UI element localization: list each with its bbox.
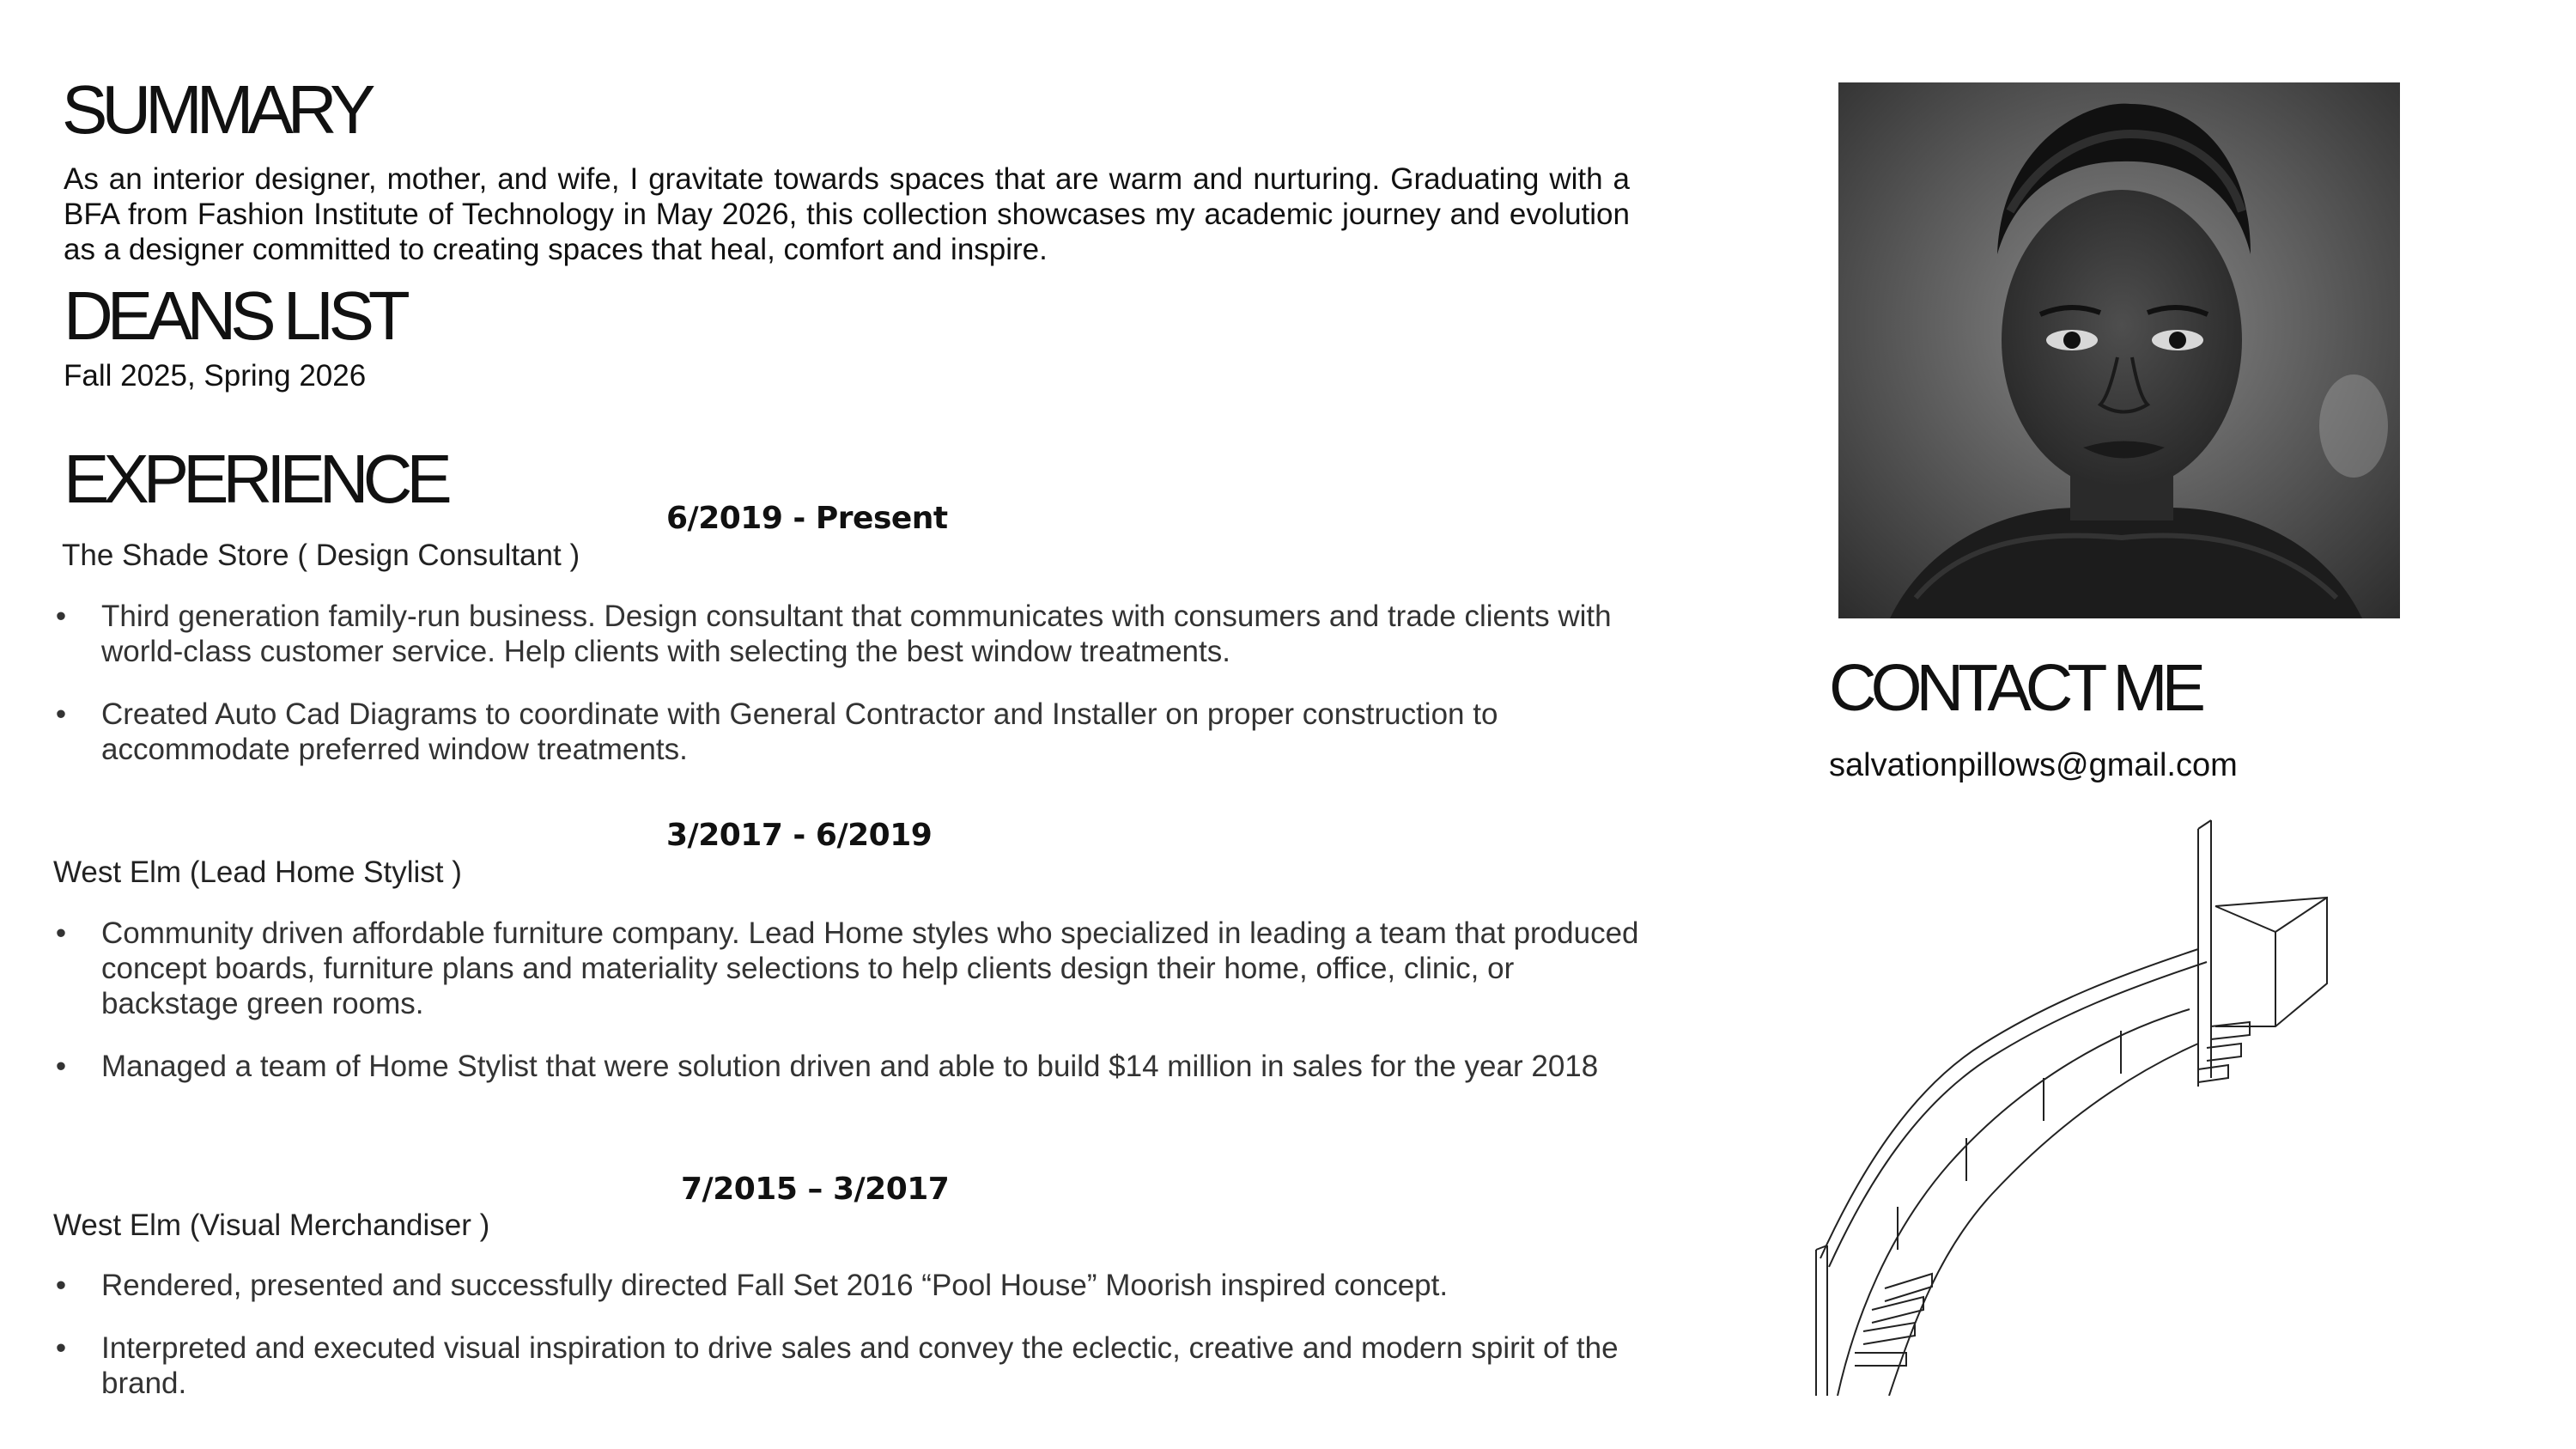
bullet-item: • Rendered, presented and successfully directed Fall Set 2016 “Pool House” Moorish inspired concept. — [48, 1268, 1645, 1303]
job-title: West Elm (Visual Merchandiser ) — [53, 1209, 490, 1242]
bullet-item: • Created Auto Cad Diagrams to coordinate with General Contractor and Installer on proper construction to accommodate preferred window treatments. — [48, 697, 1645, 767]
contact-heading: CONTACT ME — [1829, 651, 2200, 725]
bullet-dot: • — [55, 1269, 67, 1302]
experience-heading: EXPERIENCE — [64, 441, 447, 517]
job-bullet-list — [48, 1268, 1645, 1428]
job-date: 7/2015 – 3/2017 — [681, 1172, 950, 1207]
bullet-dot: • — [55, 1331, 67, 1365]
summary-heading: SUMMARY — [62, 71, 370, 148]
summary-text: As an interior designer, mother, and wife, I gravitate towards spaces that are warm and nurturing. Graduating with a BFA from Fashion Institute of Technology in May 2026, this collection showcases my academic journey and evolution as a designer committed to creating spaces that heal, comfort and inspire. — [64, 162, 1630, 266]
deans-list-heading: DEANS LIST — [64, 277, 404, 354]
job-date: 6/2019 - Present — [666, 501, 948, 536]
deans-list-text: Fall 2025, Spring 2026 — [64, 359, 367, 393]
job-bullet-list — [48, 599, 1645, 795]
bullet-dot: • — [55, 916, 67, 950]
bullet-dot: • — [55, 600, 67, 633]
bullet-item: • Community driven affordable furniture company. Lead Home styles who specialized in leading a team that produced concept boards, furniture plans and materiality selections to help clients design their home, office, clinic, or backstage green rooms. — [48, 916, 1645, 1021]
portrait-illustration — [1838, 82, 2400, 618]
bullet-dot: • — [55, 697, 67, 731]
contact-email[interactable]: salvationpillows@gmail.com — [1829, 747, 2238, 783]
job-title: West Elm (Lead Home Stylist ) — [53, 855, 462, 889]
job-title: The Shade Store ( Design Consultant ) — [62, 539, 580, 572]
portrait-photo — [1838, 82, 2400, 618]
bullet-item: • Managed a team of Home Stylist that were solution driven and able to build $14 million in sales for the year 2018 — [48, 1049, 1645, 1084]
job-bullet-list — [48, 916, 1645, 1111]
staircase-drawing — [1795, 803, 2353, 1396]
bullet-item: • Interpreted and executed visual inspiration to drive sales and convey the eclectic, creative and modern spirit of the brand. — [48, 1330, 1645, 1401]
bullet-dot: • — [55, 1050, 67, 1083]
job-date: 3/2017 - 6/2019 — [666, 818, 933, 853]
bullet-item: • Third generation family-run business. Design consultant that communicates with consumers and trade clients with world-class customer service. Help clients with selecting the best window treatments. — [48, 599, 1645, 669]
